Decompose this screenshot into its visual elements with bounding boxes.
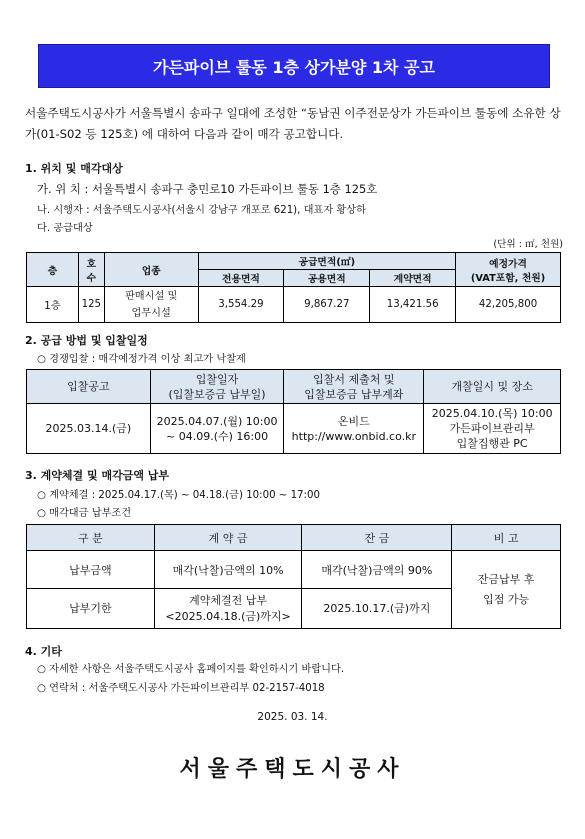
notice-title: 가든파이브 툴동 1층 상가분양 1차 공고	[38, 44, 550, 88]
col-contract: 계약면적	[370, 270, 456, 287]
cell-balance-amount: 매각(낙찰)금액의 90%	[302, 551, 452, 589]
schedule-table	[26, 369, 561, 454]
table-row	[27, 404, 561, 454]
cell-balance-deadline: 2025.10.17.(금)까지	[302, 589, 452, 629]
cell-amount-label: 납부금액	[27, 551, 155, 589]
table-row	[27, 551, 561, 589]
section4-heading: 4. 기타	[25, 645, 62, 658]
contract-line: ○ 계약체결 : 2025.04.17.(목) ~ 04.18.(금) 10:00 ~ 17:00	[37, 490, 320, 501]
col-category: 구 분	[27, 525, 155, 551]
cell-units: 125	[78, 287, 104, 323]
cell-onbid: 온비드 http://www.onbid.co.kr	[284, 404, 424, 454]
organization-name: 서울주택도시공사	[179, 757, 406, 782]
cell-deposit-deadline: 계약체결전 납부 <2025.04.18.(금)까지>	[154, 589, 302, 629]
col-remarks: 비 고	[452, 525, 561, 551]
unit-note: (단위 : ㎡, 천원)	[493, 239, 563, 250]
cell-contract: 13,421.56	[370, 287, 456, 323]
table-row	[27, 287, 561, 323]
cell-floor: 1층	[27, 287, 79, 323]
col-deposit: 계 약 금	[154, 525, 302, 551]
method-line: ○ 경쟁입찰 : 매각예정가격 이상 최고가 낙찰제	[37, 354, 246, 365]
contact-line: ○ 연락처 : 서울주택도시공사 가든파이브관리부 02-2157-4018	[37, 683, 325, 694]
col-area: 공급면적(㎡)	[198, 253, 456, 270]
col-units: 호 수	[78, 253, 104, 287]
col-opening: 개찰일시 및 장소	[424, 370, 561, 404]
cell-bid-date: 2025.04.07.(월) 10:00 ~ 04.09.(수) 16:00	[150, 404, 284, 454]
section1-heading: 1. 위치 및 매각대상	[25, 162, 123, 175]
target-line: 다. 공급대상	[37, 223, 93, 234]
cell-deadline-label: 납부기한	[27, 589, 155, 629]
section2-heading: 2. 공급 방법 및 입찰일정	[25, 334, 148, 347]
notice-date: 2025. 03. 14.	[257, 711, 328, 723]
payment-table	[26, 524, 561, 629]
section3-heading: 3. 계약체결 및 매각금액 납부	[25, 469, 170, 482]
col-bid-date: 입찰일자 (입찰보증금 납부일)	[150, 370, 284, 404]
col-common: 공용면적	[284, 270, 370, 287]
cell-price: 42,205,800	[456, 287, 561, 323]
executor-line: 나. 시행자 : 서울주택도시공사(서울시 강남구 개포로 621), 대표자 황상하	[37, 205, 366, 216]
onbid-link[interactable]: http://www.onbid.co.kr	[291, 429, 417, 443]
col-floor: 층	[27, 253, 79, 287]
col-balance: 잔 금	[302, 525, 452, 551]
col-type: 업종	[104, 253, 198, 287]
supply-table	[26, 252, 561, 323]
cell-type: 판매시설 및 업무시설	[104, 287, 198, 323]
intro-paragraph: 서울주택도시공사가 서울특별시 송파구 일대에 조성한 “동남권 이주전문상가 가든파이브 툴동에 소유한 상가(01-S02 등 125호) 에 대하여 다음과 같이 매각 공고합니다.	[25, 106, 561, 141]
cell-remarks: 잔금납부 후 입점 가능	[452, 551, 561, 629]
cell-notice-date: 2025.03.14.(금)	[27, 404, 151, 454]
col-price: 예정가격 (VAT포함, 천원)	[456, 253, 561, 287]
cell-exclusive: 3,554.29	[198, 287, 284, 323]
location-line: 가. 위 치 : 서울특별시 송파구 충민로10 가든파이브 툴동 1층 125호	[37, 182, 378, 196]
col-exclusive: 전용면적	[198, 270, 284, 287]
cell-opening: 2025.04.10.(목) 10:00 가든파이브관리부 입찰집행관 PC	[424, 404, 561, 454]
cell-deposit-amount: 매각(낙찰)금액의 10%	[154, 551, 302, 589]
payment-line: ○ 매각대금 납부조건	[37, 508, 132, 519]
info-line: ○ 자세한 사항은 서울주택도시공사 홈페이지를 확인하시기 바랍니다.	[37, 664, 345, 675]
cell-common: 9,867.27	[284, 287, 370, 323]
col-submit: 입찰서 제출처 및 입찰보증금 납부계좌	[284, 370, 424, 404]
col-notice: 입찰공고	[27, 370, 151, 404]
